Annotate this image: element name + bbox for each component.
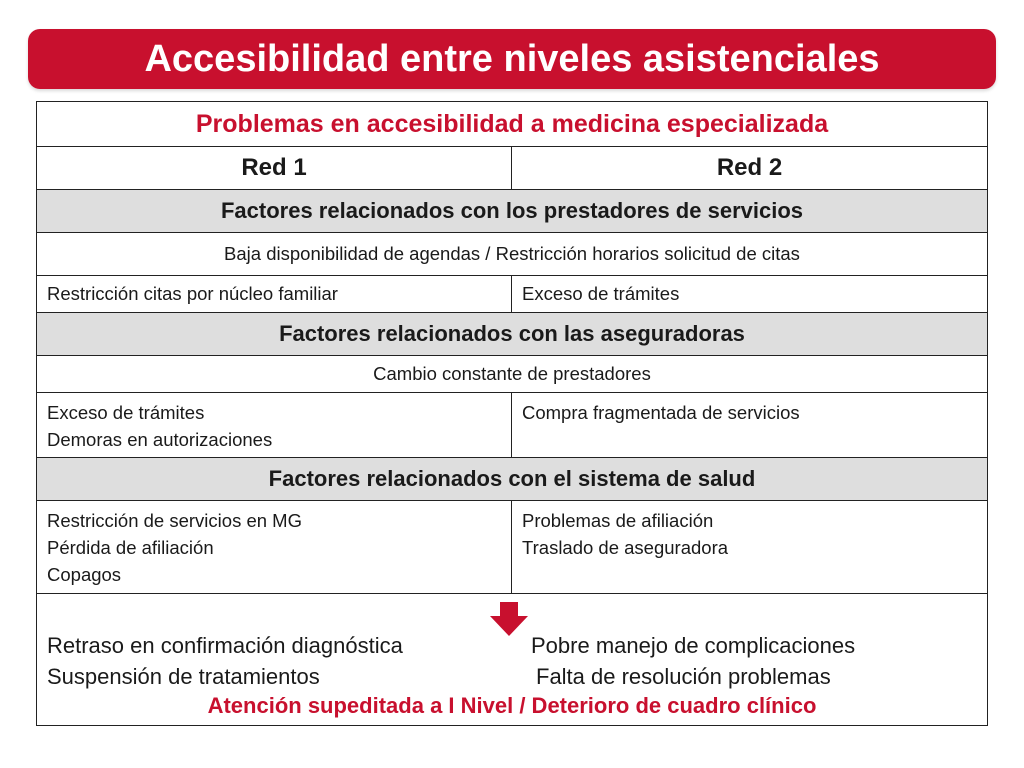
consequences-row [37,594,988,726]
list-item: Restricción de servicios en MG [47,510,302,531]
columns-row [37,147,988,190]
consequences-box [37,594,987,725]
consequence-left-1: Retraso en confirmación diagnóstica [47,633,403,658]
list-item: Compra fragmentada de servicios [522,402,800,423]
section-heading-row [37,313,988,356]
pair-row [37,501,988,594]
consequence-left-2: Suspensión de tratamientos [47,664,320,689]
column-red-2: Red 2 [512,147,988,190]
list-item: Exceso de trámites [47,402,205,423]
list-item: Traslado de aseguradora [522,537,729,558]
consequence-right-2: Falta de resolución problemas [536,664,831,689]
red1-cell [37,393,512,458]
red1-cell: Restricción citas por núcleo familiar [37,276,512,313]
section-heading-row [37,458,988,501]
pair-row [37,276,988,313]
section-heading-row [37,190,988,233]
page-title: Accesibilidad entre niveles asistenciales [28,29,996,89]
list-item: Pérdida de afiliación [47,537,214,558]
table-header-row [37,102,988,147]
red2-cell [512,393,988,458]
table-header: Problemas en accesibilidad a medicina especializada [37,102,988,147]
section-heading-aseguradoras: Factores relacionados con las aseguradoras [37,313,988,356]
red2-cell [512,501,988,594]
consequence-right-1: Pobre manejo de complicaciones [531,633,856,658]
list-item: Copagos [47,564,122,585]
consequences-cell [37,594,988,726]
red2-cell: Exceso de trámites [512,276,988,313]
shared-row [37,233,988,276]
accessibility-table [36,101,988,726]
column-red-1: Red 1 [37,147,512,190]
red1-cell [37,501,512,594]
down-arrow-icon [490,602,528,636]
list-item: Problemas de afiliación [522,510,714,531]
shared-cell: Baja disponibilidad de agendas / Restricción horarios solicitud de citas [37,233,988,276]
shared-row [37,356,988,393]
conclusion-text: Atención supeditada a I Nivel / Deterioro de cuadro clínico [207,693,817,718]
list-item: Demoras en autorizaciones [47,429,273,450]
shared-cell: Cambio constante de prestadores [37,356,988,393]
section-heading-sistema-salud: Factores relacionados con el sistema de salud [37,458,988,501]
section-heading-prestadores: Factores relacionados con los prestadores de servicios [37,190,988,233]
pair-row [37,393,988,458]
